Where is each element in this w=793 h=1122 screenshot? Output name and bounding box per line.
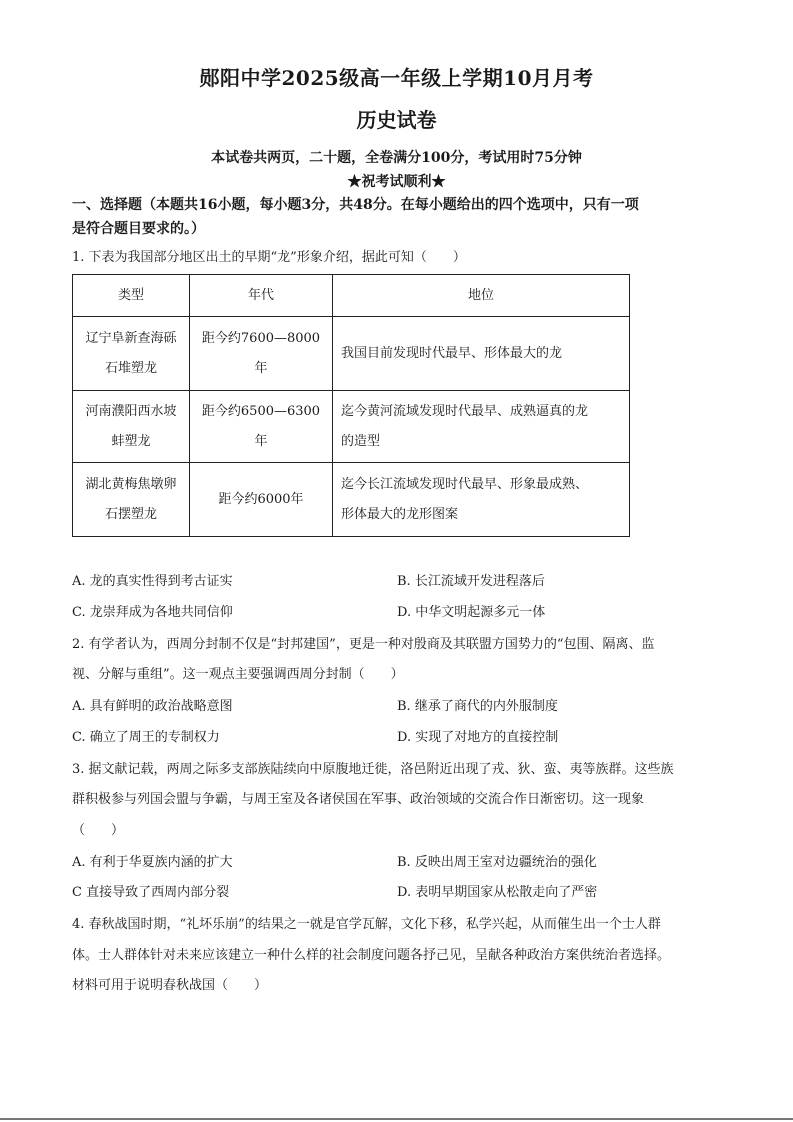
q3-option-b[interactable]: B. 反映出周王室对边疆统治的强化 — [397, 855, 597, 870]
q3-stem-line3: （ ） — [72, 823, 125, 838]
cell-text: 石堆塑龙 — [104, 360, 157, 376]
table-header-type: 类型 — [73, 275, 190, 317]
table-cell-status — [333, 317, 630, 391]
table-header-era: 年代 — [190, 275, 333, 317]
dragon-table — [72, 274, 630, 537]
table-header-row — [73, 275, 630, 317]
cell-text: 年 — [254, 360, 268, 376]
cell-text: 年 — [254, 433, 268, 449]
cell-text: 我国目前发现时代最早、形体最大的龙 — [341, 345, 563, 361]
table-cell-type — [73, 317, 190, 391]
q2-option-c[interactable]: C. 确立了周王的专制权力 — [72, 730, 220, 745]
table-header-status: 地位 — [333, 275, 630, 317]
q1-option-c[interactable]: C. 龙崇拜成为各地共同信仰 — [72, 605, 233, 620]
table-cell-era — [190, 391, 333, 463]
table-cell-status — [333, 463, 630, 537]
q4-stem-line3: 材料可用于说明春秋战国（ ） — [72, 978, 268, 993]
table-cell-type — [73, 463, 190, 537]
table-cell-status — [333, 391, 630, 463]
q1-option-a[interactable]: A. 龙的真实性得到考古证实 — [72, 574, 233, 589]
cell-text: 湖北黄梅焦墩卵 — [85, 476, 177, 492]
cell-text: 蚌塑龙 — [111, 433, 151, 449]
table-row — [73, 463, 630, 537]
q2-option-a[interactable]: A. 具有鲜明的政治战略意图 — [72, 699, 233, 714]
q3-option-d[interactable]: D. 表明早期国家从松散走向了严密 — [397, 885, 598, 900]
q2-option-d[interactable]: D. 实现了对地方的直接控制 — [397, 730, 559, 745]
cell-text: 距今约7600—8000 — [201, 330, 321, 346]
cell-text: 迄今黄河流域发现时代最早、成熟逼真的龙 — [341, 403, 589, 419]
q2-stem-line2: 视、分解与重组”。这一观点主要强调西周分封制（ ） — [72, 667, 404, 682]
q1-option-b[interactable]: B. 长江流域开发进程落后 — [397, 574, 545, 589]
exam-wish: ★祝考试顺利★ — [347, 174, 446, 190]
q2-option-b[interactable]: B. 继承了商代的内外服制度 — [397, 699, 558, 714]
cell-text: 石摆塑龙 — [104, 506, 157, 522]
q3-stem-line2: 群积极参与列国会盟与争霸，与周王室及各诸侯国在军事、政治领域的交流合作日渐密切。这一现象 — [72, 792, 645, 807]
cell-text: 距今约6000年 — [218, 491, 304, 507]
exam-info: 本试卷共两页，二十题，全卷满分100分，考试用时75分钟 — [211, 150, 582, 166]
cell-text: 的造型 — [341, 433, 381, 449]
q4-stem-line2: 体。士人群体针对未来应该建立一种什么样的社会制度问题各抒己见，呈献各种政治方案供统治者选择。 — [72, 948, 671, 963]
section-heading-line2: 是符合题目要求的。） — [72, 221, 205, 237]
q1-option-d[interactable]: D. 中华文明起源多元一体 — [397, 605, 546, 620]
cell-text: 迄今长江流域发现时代最早、形象最成熟、 — [341, 476, 589, 492]
exam-title: 郧阳中学2025级高一年级上学期10月月考 — [199, 66, 594, 90]
section-heading-line1: 一、选择题（本题共16小题，每小题3分，共48分。在每小题给出的四个选项中，只有一项 — [72, 197, 639, 213]
cell-text: 形体最大的龙形图案 — [341, 506, 459, 522]
table-cell-era — [190, 463, 333, 537]
q1-stem: 1. 下表为我国部分地区出土的早期“龙”形象介绍，据此可知（ ） — [72, 250, 466, 265]
q3-option-c[interactable]: C 直接导致了西周内部分裂 — [72, 885, 230, 900]
table-cell-era — [190, 317, 333, 391]
q3-stem-line1: 3. 据文献记载，两周之际多支部族陆续向中原腹地迁徙，洛邑附近出现了戎、狄、蛮、夷等族群。这些族 — [72, 762, 674, 777]
cell-text: 距今约6500—6300 — [201, 403, 321, 419]
exam-subject: 历史试卷 — [356, 108, 437, 132]
cell-text: 辽宁阜新查海砾 — [85, 330, 177, 346]
page-bottom-rule — [0, 1118, 793, 1120]
q3-option-a[interactable]: A. 有利于华夏族内涵的扩大 — [72, 855, 233, 870]
table-row — [73, 391, 630, 463]
table-row — [73, 317, 630, 391]
cell-text: 河南濮阳西水坡 — [85, 403, 177, 419]
q2-stem-line1: 2. 有学者认为，西周分封制不仅是“封邦建国”，更是一种对殷商及其联盟方国势力的“包围、隔离、监 — [72, 637, 655, 652]
table-cell-type — [73, 391, 190, 463]
q4-stem-line1: 4. 春秋战国时期，“礼坏乐崩”的结果之一就是官学瓦解，文化下移，私学兴起，从而催生出一个士人群 — [72, 917, 661, 932]
